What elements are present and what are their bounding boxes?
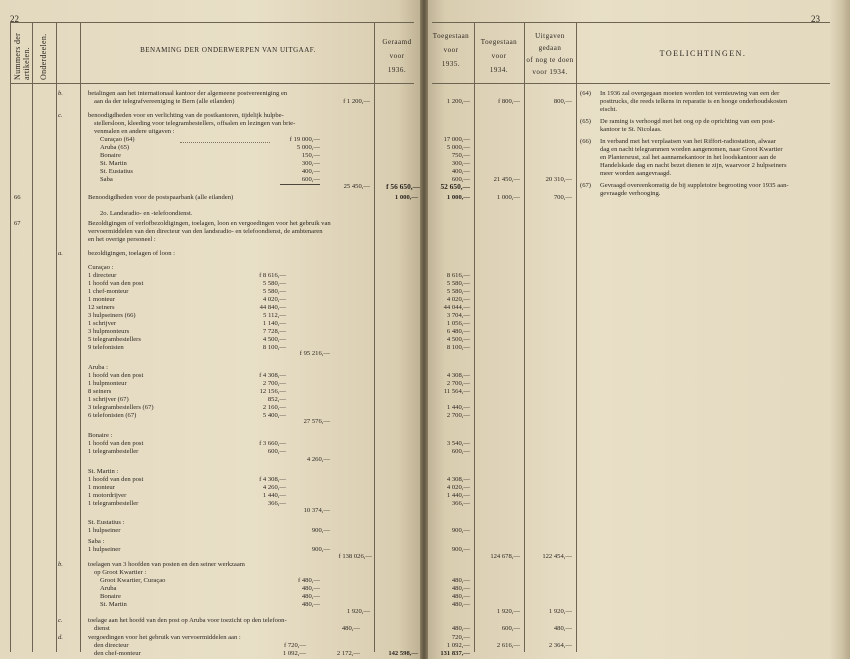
b2-t34: 1 920,— bbox=[496, 608, 520, 615]
header-u-3: of nog te doen bbox=[526, 56, 574, 64]
rule-col-granted bbox=[374, 22, 375, 652]
c-total-t35: 52 650,— bbox=[440, 182, 470, 191]
d-amount: 1 092,— bbox=[282, 650, 306, 657]
c2-t34: 600,— bbox=[501, 625, 520, 632]
d-text1: vergoedingen voor het gebruik van vervoermiddelen aan : bbox=[88, 634, 241, 641]
aruba-amount: 852,— bbox=[267, 396, 286, 403]
curacao-label: 1 monteur bbox=[88, 296, 115, 303]
saba-subtotal: 900,— bbox=[311, 546, 330, 553]
stmartin-t35: 1 440,— bbox=[446, 492, 470, 499]
b2-amount: f 480,— bbox=[298, 577, 320, 584]
art66-t34: 1 000,— bbox=[496, 194, 520, 201]
b2-label: Groot Kwartier, Curaçao bbox=[100, 577, 166, 584]
c2-letter: c. bbox=[58, 617, 63, 624]
c-t35: 300,— bbox=[451, 160, 470, 167]
curacao-amount: 7 728,— bbox=[262, 328, 286, 335]
note-line: kantoor te St. Nicolaas. bbox=[600, 126, 662, 133]
curacao-amount: 5 112,— bbox=[263, 312, 286, 319]
note-number: (67) bbox=[580, 182, 591, 189]
rule-col-desc bbox=[80, 22, 81, 652]
b2-t35: 480,— bbox=[451, 577, 470, 584]
curacao-amount: 8 100,— bbox=[262, 344, 286, 351]
c-row-label: Curaçao (64) bbox=[100, 136, 135, 143]
c-text3: venmalen en andere uitgaven : bbox=[94, 128, 175, 135]
d-label: den chef-monteur bbox=[94, 650, 141, 657]
note-number: (66) bbox=[580, 138, 591, 145]
note-line: meer worden aangevraagd. bbox=[600, 170, 672, 177]
b-amount: f 1 200,— bbox=[343, 98, 370, 105]
curacao-t35: 8 100,— bbox=[446, 344, 470, 351]
page-edge bbox=[830, 0, 850, 659]
steustatius-row: 1 hulpseiner bbox=[88, 527, 121, 534]
d-amount: f 720,— bbox=[284, 642, 306, 649]
curacao-label: 1 schrijver bbox=[88, 320, 117, 327]
d-t35: 720,— bbox=[451, 634, 470, 641]
stmartin-subtotal: 10 374,— bbox=[303, 507, 330, 514]
rule-col-u34 bbox=[576, 22, 577, 652]
c-text1: benoodigdheden voor en verlichting van de postkantoren, tijdelijk hulpbe- bbox=[88, 112, 284, 119]
d-subtotal: 2 172,— bbox=[336, 650, 360, 657]
header-u-2: gedaan bbox=[538, 44, 562, 52]
art66-text: Benoodigdheden voor de postspaarbank (alle eilanden) bbox=[88, 194, 234, 201]
d-u34: 2 364,— bbox=[548, 642, 572, 649]
saba-t34: 124 678,— bbox=[490, 553, 520, 560]
rule-header-bottom-right bbox=[432, 83, 830, 84]
c-t35: 17 000,— bbox=[443, 136, 470, 143]
c-row-label: Bonaire bbox=[100, 152, 121, 159]
art67-text3: en het overige personeel : bbox=[88, 236, 156, 243]
curacao-subtotal: f 95 216,— bbox=[299, 350, 330, 357]
b2-text2: op Groot Kwartier : bbox=[94, 569, 147, 576]
curacao-amount: 4 500,— bbox=[262, 336, 286, 343]
saba-title: Saba : bbox=[88, 538, 105, 545]
b-t34: f 800,— bbox=[498, 98, 520, 105]
curacao-t35: 3 704,— bbox=[446, 312, 470, 319]
c-u34: 20 310,— bbox=[545, 176, 572, 183]
note-line: en Plantersrust, zal het aannamekantoor in het loodskantoor aan de bbox=[600, 154, 777, 161]
b2-amount: 480,— bbox=[301, 585, 320, 592]
aruba-t35: 2 700,— bbox=[446, 380, 470, 387]
stmartin-amount: 1 440,— bbox=[262, 492, 286, 499]
rule-col-sub bbox=[56, 22, 57, 652]
note-number: (65) bbox=[580, 118, 591, 125]
b2-letter: b. bbox=[58, 561, 63, 568]
c-row-label: Aruba (65) bbox=[100, 144, 130, 151]
aruba-t35: 1 440,— bbox=[446, 404, 470, 411]
aruba-label: 1 hoofd van den post bbox=[88, 372, 144, 379]
steustatius-t35: 900,— bbox=[451, 527, 470, 534]
right-page-number: 23 bbox=[811, 14, 820, 24]
art67-text2: vervoermiddelen van den directeur van den landsradio- en telefoondienst, de ambtenaren bbox=[88, 228, 323, 235]
header-granted-3: 1936. bbox=[387, 66, 407, 74]
aruba-label: 1 schrijver (67) bbox=[88, 396, 129, 403]
stmartin-title: St. Martin : bbox=[88, 468, 119, 475]
curacao-amount: 44 840,— bbox=[259, 304, 286, 311]
curacao-t35: 5 580,— bbox=[446, 280, 470, 287]
header-t34-3: 1934. bbox=[489, 66, 509, 74]
c2-text2: dienst bbox=[94, 625, 110, 632]
header-numbers: Nummers der artikelen. bbox=[13, 32, 31, 80]
aruba-amount: 5 400,— bbox=[262, 412, 286, 419]
c-t35: 400,— bbox=[451, 168, 470, 175]
aruba-amount: 2 160,— bbox=[262, 404, 286, 411]
curacao-label: 12 seiners bbox=[88, 304, 115, 311]
header-t35-2: voor bbox=[443, 46, 459, 54]
aruba-label: 3 telegrambestellers (67) bbox=[88, 404, 154, 411]
saba-t35: 900,— bbox=[451, 546, 470, 553]
d-total: 142 598,— bbox=[388, 650, 418, 657]
art66-u34: 700,— bbox=[553, 194, 572, 201]
header-granted-2: voor bbox=[389, 52, 405, 60]
curacao-amount: 1 140,— bbox=[262, 320, 286, 327]
note-line: In 1936 zal overgegaan moeten worden tot vernieuwing van een der bbox=[600, 90, 780, 97]
curacao-label: 5 telegrambestellers bbox=[88, 336, 141, 343]
curacao-label: 9 telefonisten bbox=[88, 344, 124, 351]
b-letter: b. bbox=[58, 90, 63, 97]
curacao-amount: 5 580,— bbox=[262, 280, 286, 287]
right-page bbox=[424, 0, 850, 659]
c-t34: 21 450,— bbox=[493, 176, 520, 183]
d-label: den directeur bbox=[94, 642, 129, 649]
curacao-label: 3 hulpseiners (66) bbox=[88, 312, 136, 319]
art66-t35: 1 000,— bbox=[446, 194, 470, 201]
rule-col-t34 bbox=[524, 22, 525, 652]
b2-text1: toelagen van 3 hoofden van posten en den seiner werkzaam bbox=[88, 561, 245, 568]
c-total: f 56 650,— bbox=[386, 182, 420, 191]
left-page-number: 22 bbox=[10, 14, 19, 24]
c-row-amount: 400,— bbox=[301, 168, 320, 175]
bonaire-t35: 600,— bbox=[451, 448, 470, 455]
note-number: (64) bbox=[580, 90, 591, 97]
note-line: Gevraagd overeenkomstig de bij suppletoire begrooting voor 1935 aan- bbox=[600, 182, 789, 189]
d-total-t35: 131 837,— bbox=[440, 650, 470, 657]
header-granted-1: Geraamd bbox=[382, 38, 412, 46]
c-row-amount: 5 000,— bbox=[296, 144, 320, 151]
c2-u34: 480,— bbox=[553, 625, 572, 632]
a-text: bezoldigingen, toelagen of loon : bbox=[88, 250, 175, 257]
rule-left-margin bbox=[10, 22, 11, 652]
b-u34: 800,— bbox=[553, 98, 572, 105]
bonaire-t35: 3 540,— bbox=[446, 440, 470, 447]
header-t35-1: Toegestaan bbox=[432, 32, 470, 40]
curacao-label: 1 directeur bbox=[88, 272, 117, 279]
rule-col-t35 bbox=[474, 22, 475, 652]
c-row-amount: 150,— bbox=[301, 152, 320, 159]
curacao-amount: 5 580,— bbox=[262, 288, 286, 295]
rule-header-bottom bbox=[10, 83, 414, 84]
b2-label: Aruba bbox=[100, 585, 117, 592]
stmartin-label: 1 hoofd van den post bbox=[88, 476, 144, 483]
art66-number: 66 bbox=[14, 194, 21, 201]
steustatius-title: St. Eustatius : bbox=[88, 519, 125, 526]
rule-top bbox=[10, 22, 414, 23]
stmartin-t35: 4 308,— bbox=[446, 476, 470, 483]
rule-col-numbers bbox=[32, 22, 33, 652]
aruba-amount: f 4 308,— bbox=[259, 372, 286, 379]
section-heading: 2o. Landsradio- en -telefoondienst. bbox=[100, 210, 193, 217]
curacao-t35: 1 056,— bbox=[446, 320, 470, 327]
b2-label: Bonaire bbox=[100, 593, 121, 600]
stmartin-label: 1 monteur bbox=[88, 484, 115, 491]
stmartin-label: 1 motordrijver bbox=[88, 492, 127, 499]
note-line: eischt. bbox=[600, 106, 618, 113]
curacao-amount: f 8 616,— bbox=[259, 272, 286, 279]
c2-t35: 480,— bbox=[451, 625, 470, 632]
b-t35: 1 200,— bbox=[446, 98, 470, 105]
rule-top-right bbox=[432, 22, 830, 23]
aruba-t35: 4 308,— bbox=[446, 372, 470, 379]
left-page bbox=[0, 0, 424, 659]
c-row-label: St. Martin bbox=[100, 160, 127, 167]
aruba-t35: 11 564,— bbox=[443, 388, 470, 395]
aruba-t35: 2 700,— bbox=[446, 412, 470, 419]
b2-u34: 1 920,— bbox=[548, 608, 572, 615]
curacao-t35: 4 020,— bbox=[446, 296, 470, 303]
header-t34-1: Toegestaan bbox=[480, 38, 518, 46]
c2-amount: 480,— bbox=[341, 625, 360, 632]
c-row-label: St. Eustatius bbox=[100, 168, 133, 175]
bonaire-label: 1 hoofd van den post bbox=[88, 440, 144, 447]
b2-label: St. Martin bbox=[100, 601, 127, 608]
d-t35: 1 092,— bbox=[446, 642, 470, 649]
bonaire-amount: 600,— bbox=[267, 448, 286, 455]
note-line: gevraagde verhooging. bbox=[600, 190, 661, 197]
book-spine bbox=[420, 0, 428, 659]
curacao-t35: 4 500,— bbox=[446, 336, 470, 343]
aruba-label: 8 seiners bbox=[88, 388, 112, 395]
header-t35-3: 1935. bbox=[441, 60, 461, 68]
c-subtotal: 25 450,— bbox=[343, 183, 370, 190]
art67-text1: Bezoldigingen of verlofbezoldigingen, toelagen, loon en vergoedingen voor het gebruik van bbox=[88, 220, 331, 227]
curacao-label: 3 hulpmonteurs bbox=[88, 328, 130, 335]
stmartin-label: 1 telegrambesteller bbox=[88, 500, 139, 507]
c-row-amount: 300,— bbox=[301, 160, 320, 167]
d-t34: 2 616,— bbox=[496, 642, 520, 649]
b2-t35: 480,— bbox=[451, 585, 470, 592]
c-t35: 5 000,— bbox=[446, 144, 470, 151]
curacao-t35: 5 580,— bbox=[446, 288, 470, 295]
note-line: In verband met het verplaatsen van het Riffort-radiostation, alwaar bbox=[600, 138, 776, 145]
c-text2: stellersloon, kleeding voor telegrambestellers, offsalen en lezingen van brie- bbox=[94, 120, 296, 127]
header-sub: Onderdeelen. bbox=[39, 33, 48, 80]
curacao-amount: 4 020,— bbox=[262, 296, 286, 303]
curacao-label: 1 hoofd van den post bbox=[88, 280, 144, 287]
saba-total: f 138 026,— bbox=[338, 553, 372, 560]
steustatius-subtotal: 900,— bbox=[311, 527, 330, 534]
c-letter: c. bbox=[58, 112, 63, 119]
curacao-t35: 8 616,— bbox=[446, 272, 470, 279]
header-u-1: Uitgaven bbox=[535, 32, 565, 40]
b2-amount: 480,— bbox=[301, 593, 320, 600]
header-u-4: voor 1934. bbox=[532, 68, 568, 76]
header-notes: TOELICHTINGEN. bbox=[659, 49, 747, 58]
aruba-label: 6 telefonisten (67) bbox=[88, 412, 137, 419]
note-line: dag en nacht telegrammen worden aangenomen, naar Groot Kwartier bbox=[600, 146, 783, 153]
aruba-subtotal: 27 576,— bbox=[303, 418, 330, 425]
note-line: De raming is verhoogd met het oog op de oprichting van een post- bbox=[600, 118, 776, 125]
stmartin-amount: f 4 308,— bbox=[259, 476, 286, 483]
a-letter: a. bbox=[58, 250, 63, 257]
curacao-t35: 44 044,— bbox=[443, 304, 470, 311]
art67-number: 67 bbox=[14, 220, 21, 227]
stmartin-t35: 4 020,— bbox=[446, 484, 470, 491]
saba-row: 1 hulpseiner bbox=[88, 546, 121, 553]
c-t35: 750,— bbox=[451, 152, 470, 159]
bonaire-amount: f 3 660,— bbox=[259, 440, 286, 447]
b-text2: aan da der telegrafvereeniging te Bern (alle eilanden) bbox=[94, 98, 235, 105]
aruba-title: Aruba : bbox=[88, 364, 108, 371]
b2-t35: 480,— bbox=[451, 601, 470, 608]
leader-dots bbox=[180, 142, 270, 143]
bonaire-label: 1 telegrambesteller bbox=[88, 448, 139, 455]
b2-amount: 480,— bbox=[301, 601, 320, 608]
aruba-amount: 2 700,— bbox=[262, 380, 286, 387]
c-row-amount: f 19 000,— bbox=[289, 136, 320, 143]
b2-t35: 480,— bbox=[451, 593, 470, 600]
stmartin-amount: 366,— bbox=[267, 500, 286, 507]
aruba-label: 1 hulpmonteur bbox=[88, 380, 127, 387]
c-t35: 600,— bbox=[451, 176, 470, 183]
c-row-label: Saba bbox=[100, 176, 113, 183]
header-desc: BENAMING DER ONDERWERPEN VAN UITGAAF. bbox=[140, 46, 316, 54]
header-t34-2: voor bbox=[491, 52, 507, 60]
c2-text1: toelage aan het hoofd van den post op Aruba voor toezicht op den telefoon- bbox=[88, 617, 287, 624]
note-line: posttrucks, die reeds telkens in reparatie is en hooge onderhoudskosten bbox=[600, 98, 788, 105]
b-text1: betalingen aan het internationaal kantoor der algemeene postvereeniging en bbox=[88, 90, 288, 97]
aruba-amount: 12 156,— bbox=[259, 388, 286, 395]
bonaire-title: Bonaire : bbox=[88, 432, 113, 439]
note-line: Handelskade dag en nacht bezet dienen te zijn, waarvoor 2 hulpseiners bbox=[600, 162, 787, 169]
saba-u34: 122 454,— bbox=[542, 553, 572, 560]
b2-subtotal: 1 920,— bbox=[346, 608, 370, 615]
c-row-amount: 600,— bbox=[301, 176, 320, 183]
stmartin-t35: 366,— bbox=[451, 500, 470, 507]
d-letter: d. bbox=[58, 634, 63, 641]
stmartin-amount: 4 260,— bbox=[262, 484, 286, 491]
curacao-t35: 6 480,— bbox=[446, 328, 470, 335]
art66-amount: 1 000,— bbox=[394, 194, 418, 201]
curacao-title: Curaçao : bbox=[88, 264, 114, 271]
bonaire-subtotal: 4 260,— bbox=[306, 456, 330, 463]
curacao-label: 1 chef-monteur bbox=[88, 288, 129, 295]
